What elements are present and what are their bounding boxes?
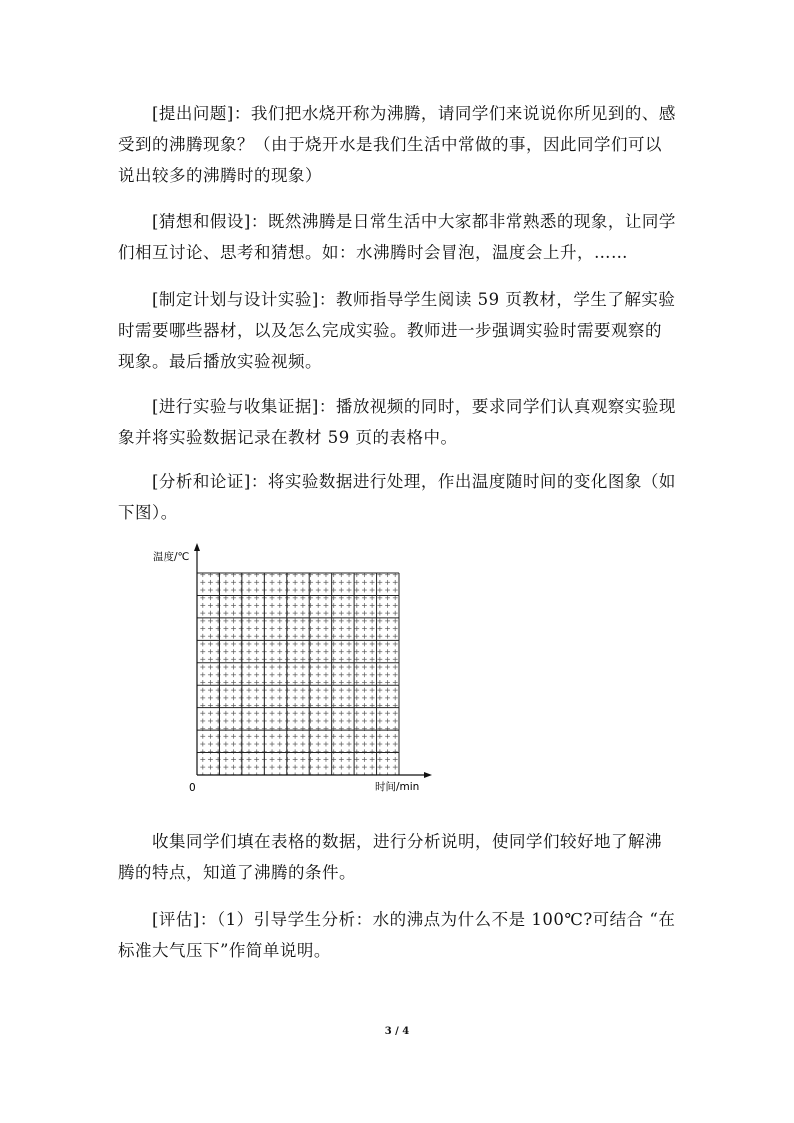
- page-number: 3 / 4: [384, 1026, 410, 1037]
- grid-fine-marks: [197, 573, 399, 775]
- y-axis-label: 温度/℃: [153, 551, 190, 563]
- x-axis-label: 时间/min: [375, 781, 420, 793]
- temperature-time-grid-figure: [145, 540, 445, 796]
- paragraph-evaluation: [评估]：（1）引导学生分析：水的沸点为什么不是 100℃?可结合 “在标准大气压下”作简单说明。: [118, 910, 676, 960]
- paragraph-conduct-experiment: [进行实验与收集证据]：播放视频的同时，要求同学们认真观察实验现象并将实验数据记录在教材 59 页的表格中。: [118, 397, 676, 447]
- paragraph-raise-question: [提出问题]：我们把水烧开称为沸腾，请同学们来说说你所见到的、感受到的沸腾现象？（由于烧开水是我们生活中常做的事，因此同学们可以说出较多的沸腾时的现象）: [118, 104, 676, 185]
- y-axis-arrow-icon: [194, 543, 200, 551]
- grid-graph: [145, 540, 445, 796]
- paragraph-collect-data: 收集同学们填在表格的数据，进行分析说明，使同学们较好地了解沸腾的特点，知道了沸腾的条件。: [118, 832, 662, 882]
- paragraph-plan-experiment: [制定计划与设计实验]：教师指导学生阅读 59 页教材，学生了解实验时需要哪些器材，以及怎么完成实验。教师进一步强调实验时需要观察的现象。最后播放实验视频。: [118, 290, 676, 371]
- origin-label: 0: [189, 782, 196, 794]
- paragraph-hypothesis: [猜想和假设]：既然沸腾是日常生活中大家都非常熟悉的现象，让同学们相互讨论、思考和猜想。如：水沸腾时会冒泡，温度会上升，……: [118, 212, 676, 262]
- paragraph-analysis: [分析和论证]：将实验数据进行处理，作出温度随时间的变化图象（如下图）。: [118, 472, 676, 522]
- x-axis-arrow-icon: [424, 772, 432, 778]
